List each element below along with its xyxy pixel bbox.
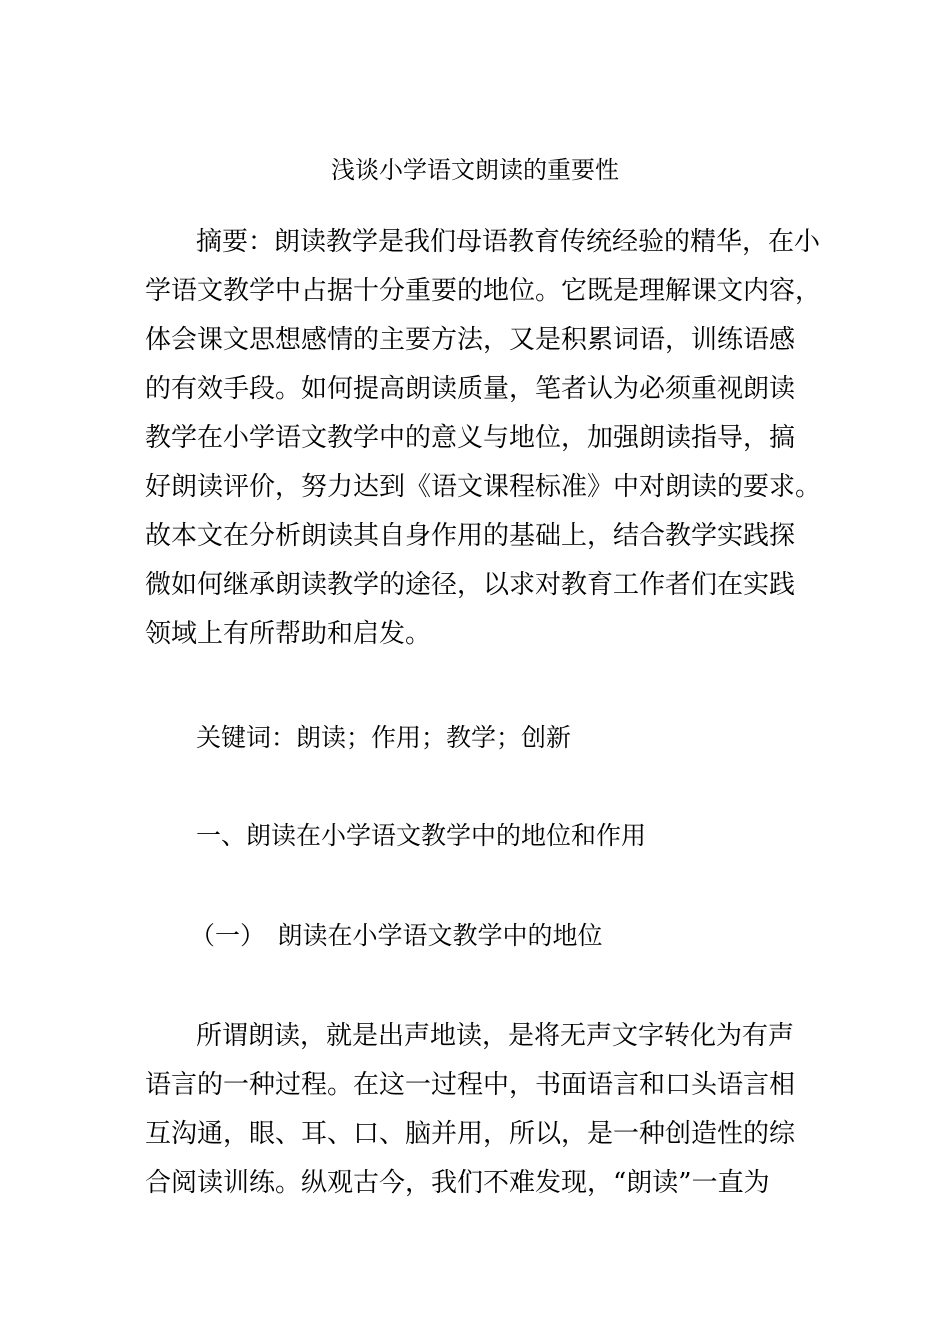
body-paragraph-line: 合阅读训练。纵观古今，我们不难发现，“朗读”一直为: [145, 1168, 770, 1198]
abstract-line: 摘要：朗读教学是我们母语教育传统经验的精华，在小: [196, 227, 821, 257]
abstract-line: 的有效手段。如何提高朗读质量，笔者认为必须重视朗读: [145, 374, 796, 404]
abstract-line: 领域上有所帮助和启发。: [145, 619, 432, 649]
subsection-heading: （一） 朗读在小学语文教学中的地位: [190, 921, 603, 950]
abstract-line: 教学在小学语文教学中的意义与地位，加强朗读指导，搞: [145, 423, 796, 453]
keywords-line: 关键词：朗读；作用；教学；创新: [196, 723, 572, 752]
abstract-line: 微如何继承朗读教学的途径，以求对教育工作者们在实践: [145, 570, 796, 600]
abstract-line: 学语文教学中占据十分重要的地位。它既是理解课文内容，: [145, 276, 822, 306]
body-paragraph-line: 互沟通，眼、耳、口、脑并用，所以，是一种创造性的综: [145, 1119, 796, 1149]
abstract-line: 好朗读评价，努力达到《语文课程标准》中对朗读的要求。: [145, 472, 822, 502]
document-title: 浅谈小学语文朗读的重要性: [331, 156, 619, 184]
section-heading: 一、朗读在小学语文教学中的地位和作用: [196, 821, 647, 850]
body-paragraph-line: 语言的一种过程。在这一过程中，书面语言和口头语言相: [145, 1070, 796, 1100]
abstract-line: 故本文在分析朗读其自身作用的基础上，结合教学实践探: [145, 521, 796, 551]
abstract-line: 体会课文思想感情的主要方法，又是积累词语，训练语感: [145, 325, 796, 355]
body-paragraph-line: 所谓朗读，就是出声地读，是将无声文字转化为有声: [196, 1021, 795, 1051]
